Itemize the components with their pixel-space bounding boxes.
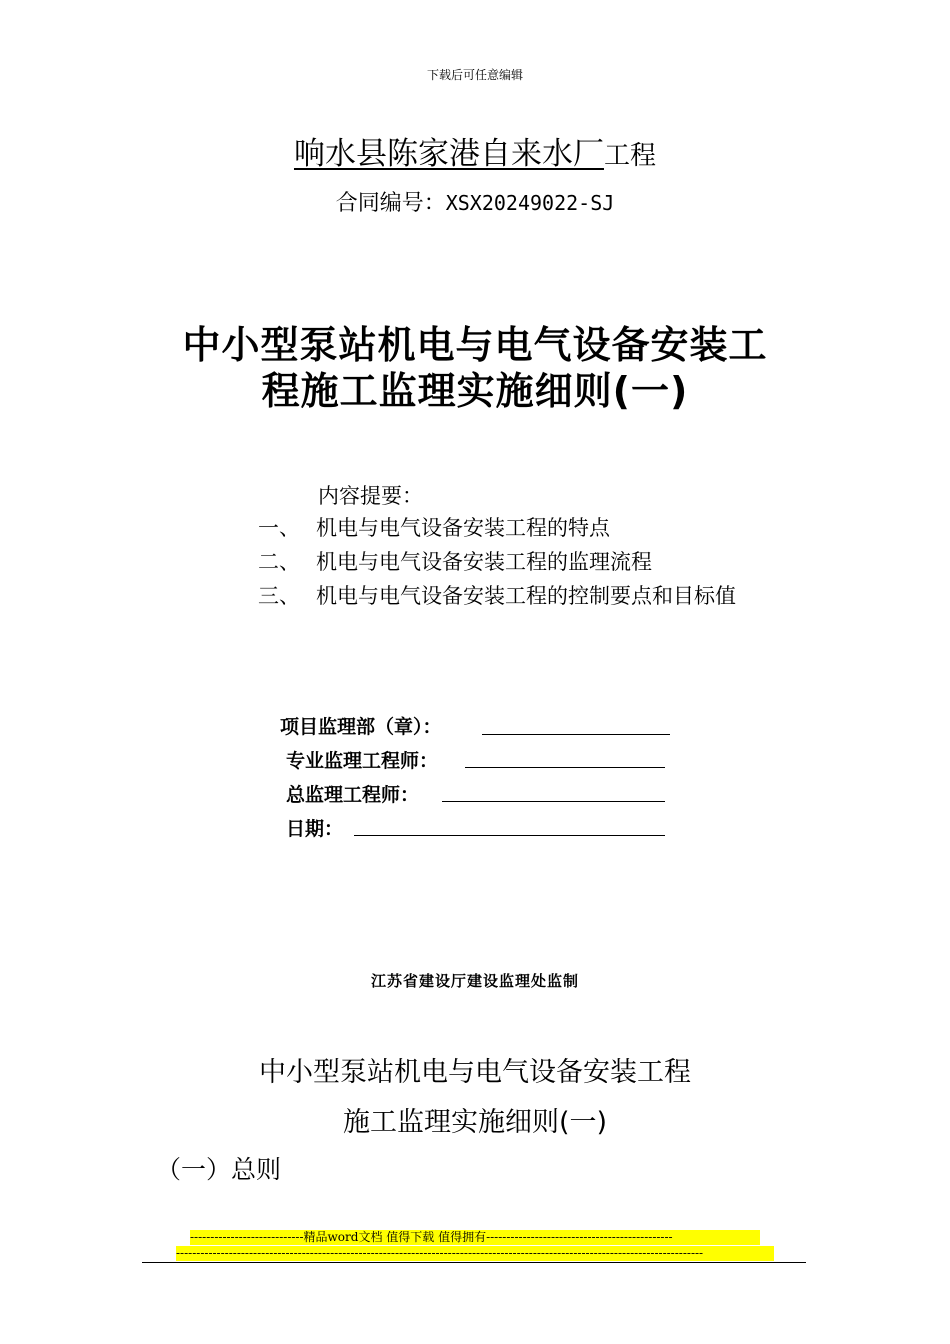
sig-date-label: 日期： xyxy=(286,818,344,840)
summary-item-text: 机电与电气设备安装工程的特点 xyxy=(316,516,610,540)
footer-line2: ---------------------------------------------------------------------------------------------------------------------------------- xyxy=(176,1246,774,1261)
sig-chief-label: 总监理工程师： xyxy=(286,784,420,806)
summary-item-text: 机电与电气设备安装工程的监理流程 xyxy=(316,550,652,574)
main-title-line1: 中小型泵站机电与电气设备安装工 xyxy=(182,323,768,367)
contract-label: 合同编号： xyxy=(335,191,446,216)
summary-item-text: 机电与电气设备安装工程的控制要点和目标值 xyxy=(316,584,736,608)
summary-item-index: 二、 xyxy=(258,550,300,574)
body-title-line1: 中小型泵站机电与电气设备安装工程 xyxy=(259,1057,691,1088)
contract-number xyxy=(0,186,950,217)
footer-rule xyxy=(142,1262,806,1263)
body-title-line2: 施工监理实施细则(一) xyxy=(342,1107,608,1138)
sig-date-line[interactable] xyxy=(354,835,665,836)
project-name: 响水县陈家港自来水厂 xyxy=(293,136,604,172)
main-title xyxy=(0,322,950,414)
summary-label: 内容提要： xyxy=(318,484,423,508)
summary-item xyxy=(258,512,858,542)
project-title xyxy=(0,128,950,173)
sig-dept-line[interactable] xyxy=(482,734,670,735)
summary-item xyxy=(258,580,858,610)
sig-chief-line[interactable] xyxy=(442,801,665,802)
summary-item-index: 三、 xyxy=(258,584,300,608)
sig-engineer-line[interactable] xyxy=(465,767,665,768)
section-heading: （一）总则 xyxy=(156,1155,282,1184)
contract-value: XSX20249022-SJ xyxy=(445,191,615,215)
project-suffix: 工程 xyxy=(603,141,656,171)
footer-line1: ----------------------------精品word文档 值得下载 值得拥有---------------------------------------------- xyxy=(190,1230,760,1245)
sig-engineer-label: 专业监理工程师： xyxy=(286,750,439,772)
summary-item-index: 一、 xyxy=(258,516,300,540)
header-note: 下载后可任意编辑 xyxy=(426,68,523,82)
summary-item xyxy=(258,546,858,576)
sig-dept-label: 项目监理部（章）： xyxy=(280,716,442,738)
main-title-line2: 程施工监理实施细则(一) xyxy=(261,369,689,413)
authority-note: 江苏省建设厅建设监理处监制 xyxy=(370,972,579,990)
